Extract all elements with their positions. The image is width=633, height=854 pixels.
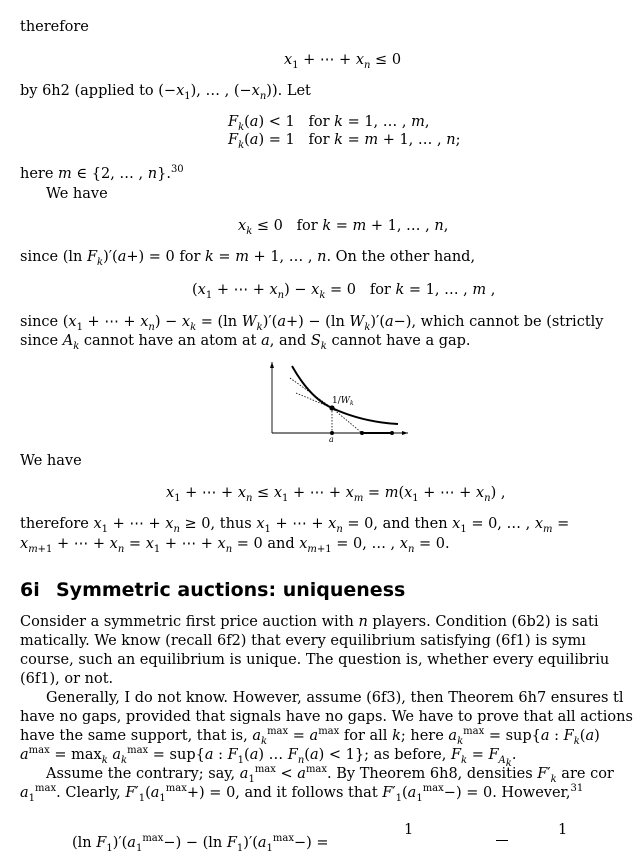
section-title: Symmetric auctions: uniqueness (56, 579, 406, 601)
figure-curve (292, 366, 398, 424)
display-equation-cases-1: $F_k(a) < 1$ for k = 1, … , m, (228, 114, 430, 133)
text-here-m: here m ∈ {2, … , n}.$^{30}$ (20, 164, 184, 182)
section-number: 6i (20, 579, 40, 601)
fraction-numerator-1: 1 (404, 822, 414, 838)
figure-label-1-over-wk: $1/W_k$ (332, 396, 354, 407)
figure-x-arrow (402, 431, 408, 435)
para-line-4: (6f1), or not. (20, 671, 114, 687)
figure-point-axis-1 (360, 431, 364, 435)
display-equation-4: ($x_1$ + ⋯ + $x_n) - x_k = 0$ for k = 1, … , m , (192, 282, 496, 301)
para2-line-2: have no gaps, provided that signals have no gaps. We have to prove that all actions (20, 709, 633, 725)
para-line-1: Consider a symmetric first price auction with n players. Condition (6b2) is sati (20, 614, 599, 630)
para2-line-3: have the same support, that is, $a_k^{max} = a^{max}$ for all k; here $a_k^{max} = sup\{a$ : $F_k(a)$ (20, 726, 600, 747)
text-therefore: therefore (20, 19, 89, 35)
text-we-have-1: We have (46, 186, 108, 202)
text-xm1-sum: $x_{m+1}$ + ⋯ + $x_n = x_1$ + ⋯ + $x_n = 0$ and $x_{m+1} = 0$, … , $x_n = 0$. (20, 536, 450, 555)
footnote-mark-31[interactable]: 31 (570, 783, 584, 795)
para-line-2: matically. We know (recall 6f2) that every equilibrium satisfying (6f1) is symı (20, 633, 586, 649)
figure-label-a: a (329, 435, 334, 444)
para2-line-4: $a^{max} = \max_k a_k^{max} = sup\{a$ : $F_1(a)$ … $F_n(a) < 1$}; as before, $F_k = F_{A_k}$. (20, 745, 517, 769)
text-we-have-2: We have (20, 453, 82, 469)
display-equation-5: $x_1$ + ⋯ + $x_n \le x_1$ + ⋯ + $x_m = m(x_1$ + ⋯ + $x_n$) , (166, 485, 506, 504)
section-heading (20, 579, 405, 601)
para3-line-1: Assume the contrary; say, $a_1^{max} < a^{max}$. By Theorem 6h8, densities $F'_k$ are cor (46, 764, 614, 785)
display-equation-3: $x_k \le 0$ for k = m + 1, … , n, (238, 218, 449, 237)
display-equation-cutoff: (ln $F_1)'(a_1^{max}-) - (\ln$ $F_1)'(a_1^{max}-)$ = (72, 833, 329, 854)
text-since-lnFk: since (ln $F_k)'(a+) = 0$ for k = m + 1, … , n. On the other hand, (20, 249, 476, 268)
figure-point-main (329, 405, 334, 410)
para3-line-2: $a_1^{max}$. Clearly, $F'_1(a_1^{max}+) = 0$, and it follows that $F'_1(a_1^{max}-) = 0$. However,$^{31}$ (20, 783, 584, 804)
fraction-bar-cutoff (496, 840, 508, 841)
text-by-6h2: by 6h2 (applied to $(-x_1)$, … , $(-x_n)$). Let (20, 83, 311, 102)
para-line-3: course, such an equilibrium is unique. The question is, whether every equilibriu (20, 652, 610, 668)
figure-y-arrow (270, 362, 274, 368)
footnote-mark-30[interactable]: 30 (170, 164, 184, 176)
figure-tangent-right (332, 408, 362, 433)
text-therefore-sum: therefore $x_1$ + ⋯ + $x_n \ge 0$, thus $x_1$ + ⋯ + $x_n = 0$, and then $x_1 = 0$, … , $x_m$ = (20, 516, 570, 535)
text-since-atom: since $A_k$ cannot have an atom at a, and $S_k$ cannot have a gap. (20, 333, 471, 352)
figure-one-over-wk (262, 358, 414, 444)
figure-point-axis-2 (390, 431, 394, 435)
display-equation-cases-2: $F_k(a) = 1$ for k = m + 1, … , n; (228, 132, 461, 151)
para2-line-1: Generally, I do not know. However, assume (6f3), then Theorem 6h7 ensures tl (46, 690, 624, 706)
fraction-numerator-2: 1 (558, 822, 568, 838)
text-since-difference: since ($x_1$ + ⋯ + $x_n) - x_k = (\ln$ $W_k)'(a+) - (\ln$ $W_k)'(a-)$, which cannot be (strictly (20, 314, 604, 333)
display-equation-1: $x_1$ + ⋯ + $x_n \le 0$ (284, 52, 402, 71)
